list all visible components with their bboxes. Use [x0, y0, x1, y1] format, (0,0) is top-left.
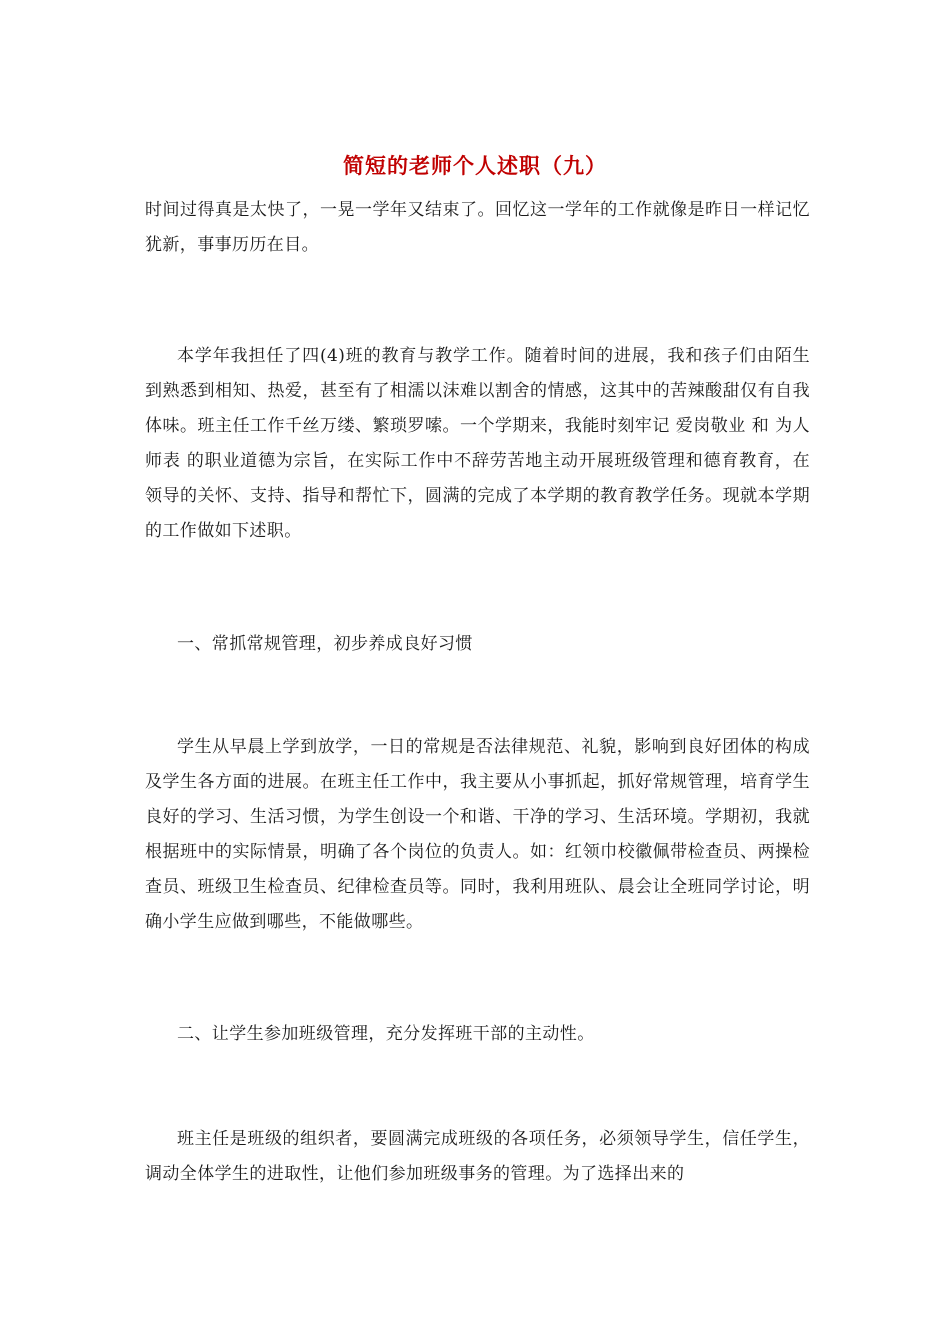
section-one-paragraph: 学生从早晨上学到放学，一日的常规是否法律规范、礼貌，影响到良好团体的构成及学生各方面的进展。在班主任工作中，我主要从小事抓起，抓好常规管理，培育学生良好的学习、生活习惯，为学生创设一个和谐、干净的学习、生活环境。学期初，我就根据班中的实际情景，明确了各个岗位的负责人。如：红领巾校徽佩带检查员、两操检查员、班级卫生检查员、纪律检查员等。同时，我利用班队、晨会让全班同学讨论，明确小学生应做到哪些，不能做哪些。	[145, 737, 810, 932]
section-two-paragraph: 班主任是班级的组织者，要圆满完成班级的各项任务，必须领导学生，信任学生，调动全体学生的进取性，让他们参加班级事务的管理。为了选择出来的	[145, 1129, 810, 1184]
section-heading-one: 一、常抓常规管理，初步养成良好习惯	[177, 634, 473, 654]
intro-paragraph: 时间过得真是太快了，一晃一学年又结束了。回忆这一学年的工作就像是昨日一样记忆犹新，事事历历在目。	[145, 200, 810, 255]
main-paragraph: 本学年我担任了四(4)班的教育与教学工作。随着时间的进展，我和孩子们由陌生到熟悉到相知、热爱，甚至有了相濡以沫难以割舍的情感，这其中的苦辣酸甜仅有自我体味。班主任工作千丝万缕、繁琐罗嗦。一个学期来，我能时刻牢记 爱岗敬业 和 为人师表 的职业道德为宗旨，在实际工作中不辞劳苦地主动开展班级管理和德育教育，在领导的关怀、支持、指导和帮忙下，圆满的完成了本学期的教育教学任务。现就本学期的工作做如下述职。	[145, 346, 810, 541]
section-heading-two: 二、让学生参加班级管理，充分发挥班干部的主动性。	[177, 1024, 595, 1044]
document-title: 简短的老师个人述职（九）	[343, 153, 607, 178]
